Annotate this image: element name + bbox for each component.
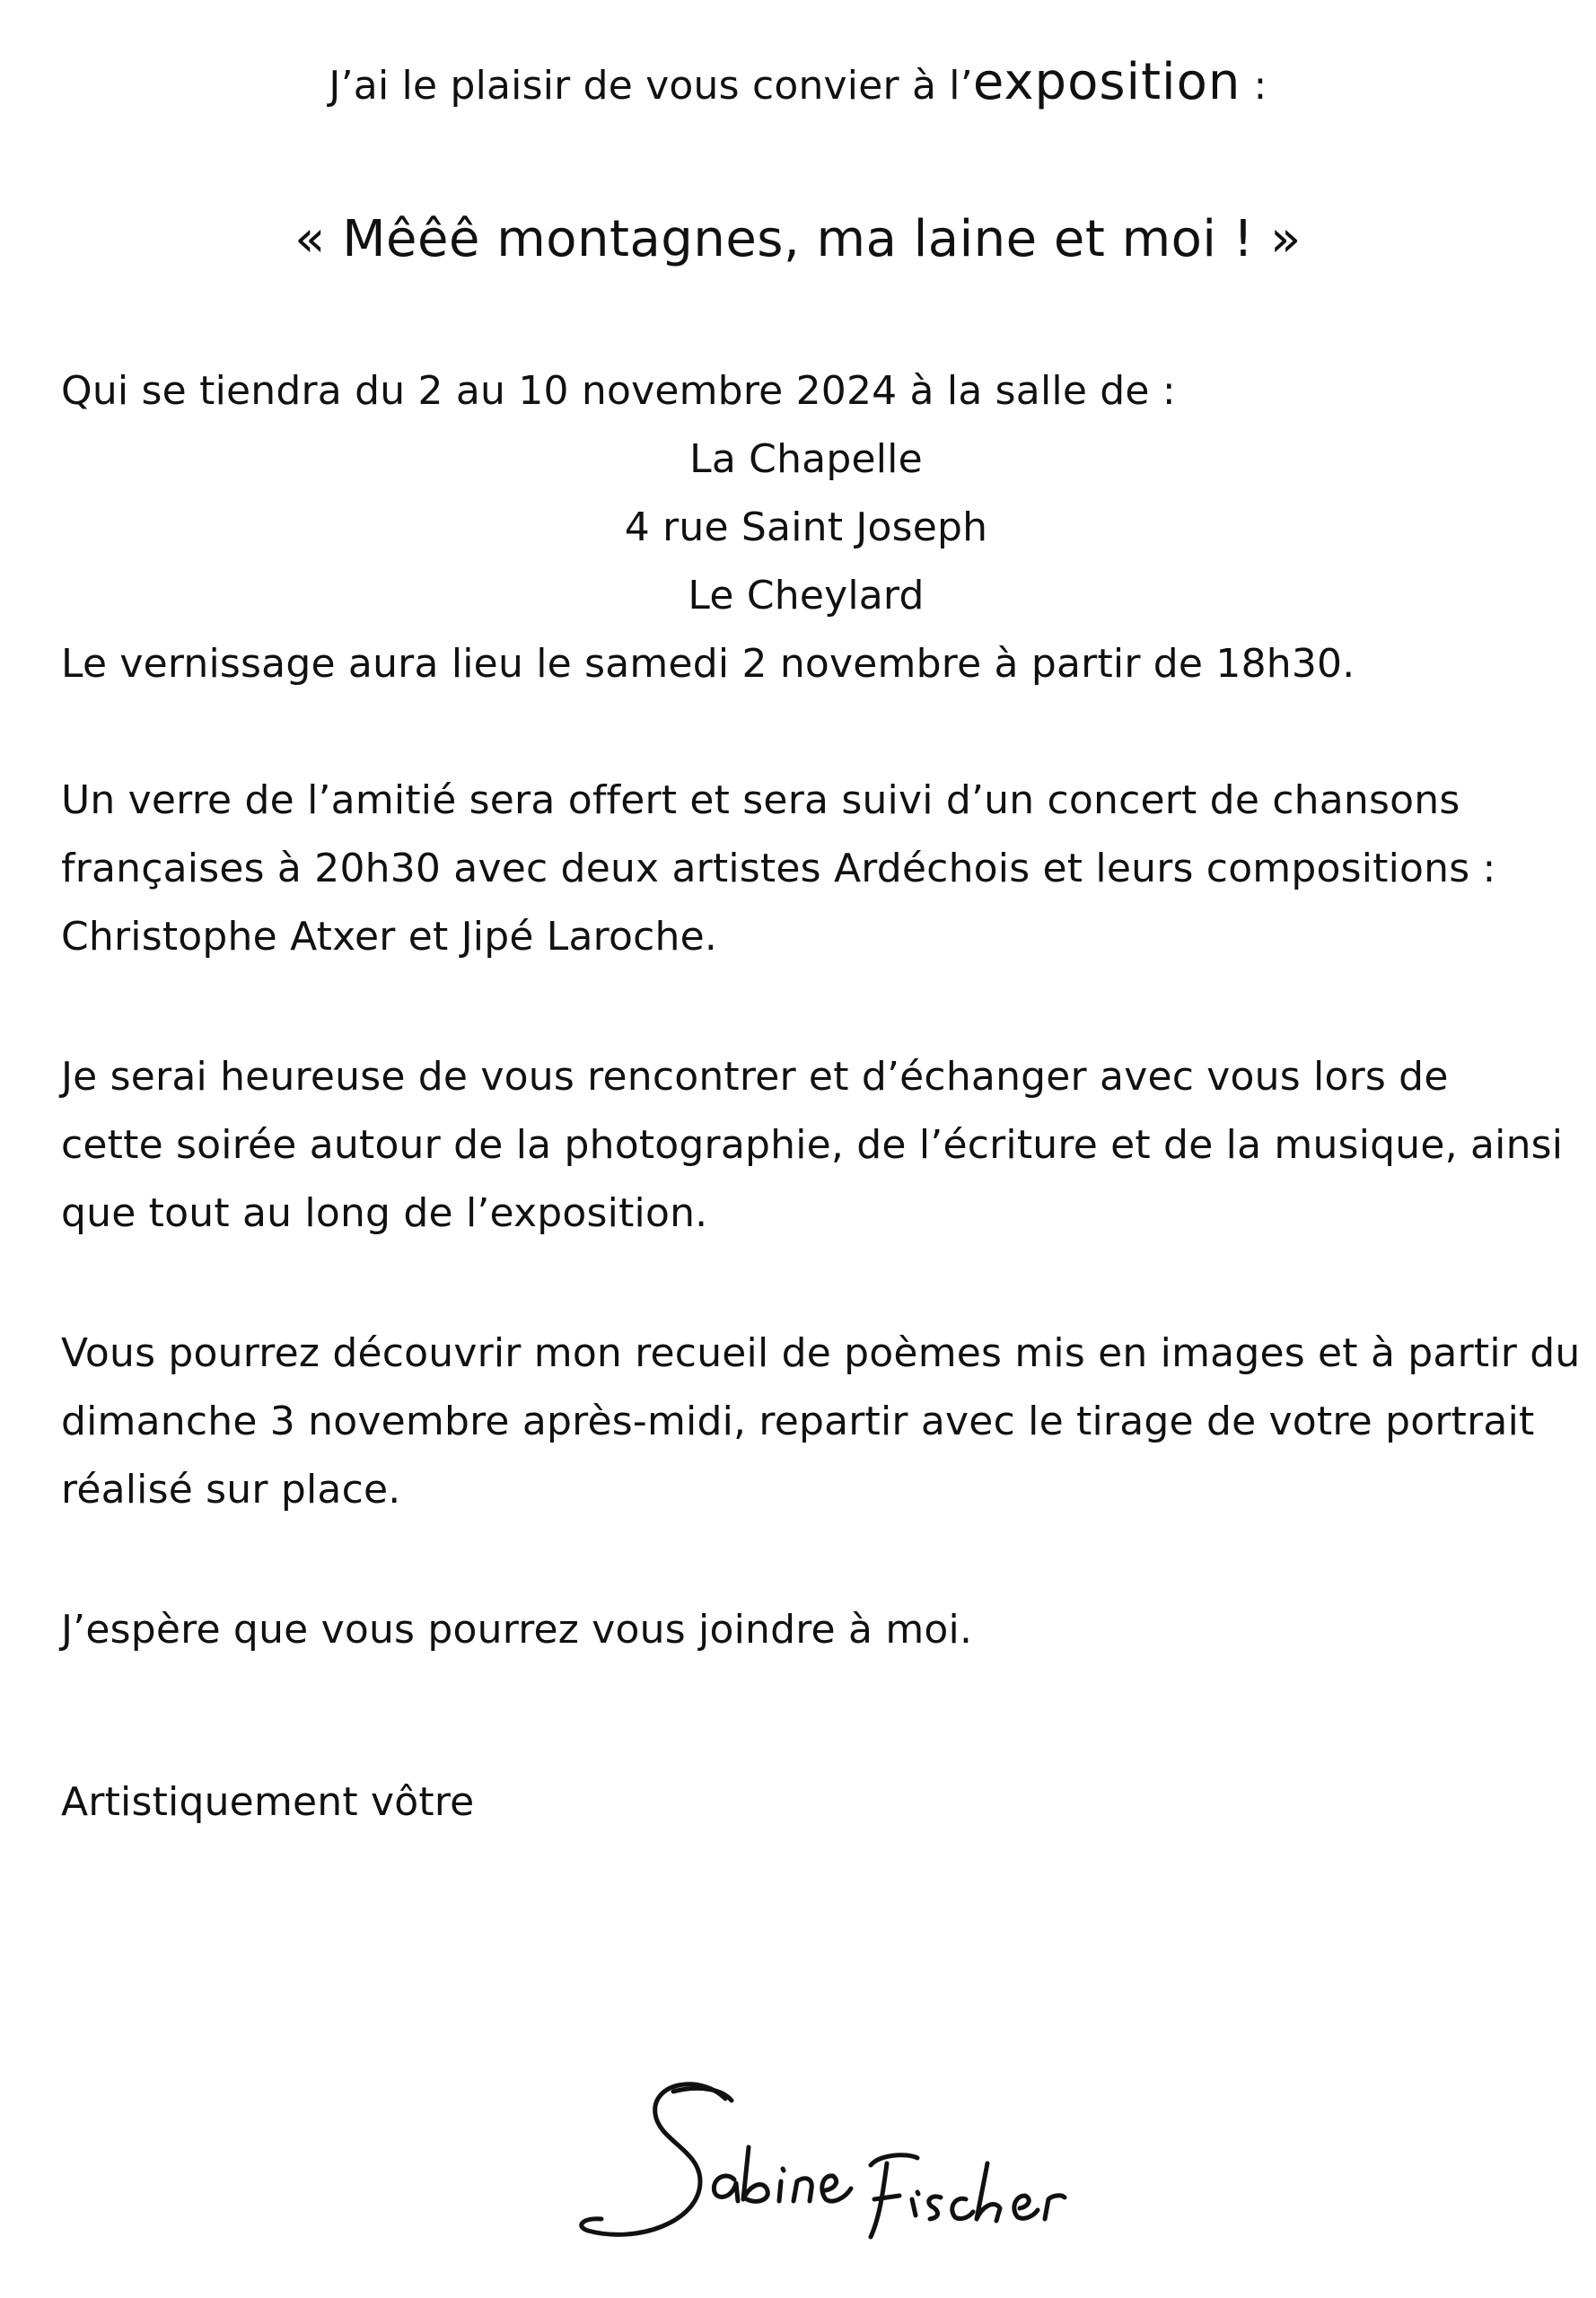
signature-strokes: [582, 2084, 1065, 2237]
closing-paragraph: [61, 1768, 1551, 1837]
handwritten-signature: [566, 2065, 1068, 2271]
intro-emphasis: exposition: [972, 53, 1241, 111]
closing-line: Artistiquement vôtre: [61, 1779, 475, 1825]
verre-paragraph: [61, 767, 1551, 971]
vernissage-line: Le vernissage aura lieu le samedi 2 novembre à partir de 18h30.: [61, 641, 1355, 687]
verre-line-3: Christophe Atxer et Jipé Laroche.: [61, 914, 718, 960]
rencontre-line-1: Je serai heureuse de vous rencontrer et d’échanger avec vous lors de: [61, 1054, 1449, 1100]
rencontre-line-2: cette soirée autour de la photographie, de l’écriture et de la musique, ainsi: [61, 1122, 1564, 1168]
intro-text-after: :: [1241, 63, 1267, 109]
intro-line: [0, 53, 1596, 113]
venue-name: La Chapelle: [689, 436, 923, 482]
recueil-line-3: réalisé sur place.: [61, 1467, 401, 1513]
espere-line: J’espère que vous pourrez vous joindre à moi.: [61, 1607, 973, 1653]
venue-street: 4 rue Saint Joseph: [624, 504, 988, 550]
intro-text-before: J’ai le plaisir de vous convier à l’: [329, 63, 973, 109]
rencontre-paragraph: [61, 1043, 1564, 1248]
venue-city: Le Cheylard: [688, 573, 925, 618]
espere-paragraph: [61, 1596, 1551, 1664]
verre-line-1: Un verre de l’amitié sera offert et sera suivi d’un concert de chansons: [61, 777, 1460, 823]
dates-line: Qui se tiendra du 2 au 10 novembre 2024 à la salle de :: [61, 368, 1176, 414]
recueil-line-1: Vous pourrez découvrir mon recueil de poèmes mis en images et à partir du: [61, 1330, 1581, 1376]
exhibition-title: « Mêêê montagnes, ma laine et moi ! »: [294, 210, 1302, 268]
recueil-line-2: dimanche 3 novembre après-midi, repartir avec le tirage de votre portrait: [61, 1399, 1535, 1444]
recueil-paragraph: [61, 1320, 1581, 1524]
rencontre-line-3: que tout au long de l’exposition.: [61, 1190, 708, 1236]
verre-line-2: françaises à 20h30 avec deux artistes Ardéchois et leurs compositions :: [61, 846, 1496, 891]
dates-paragraph: [61, 357, 1551, 698]
